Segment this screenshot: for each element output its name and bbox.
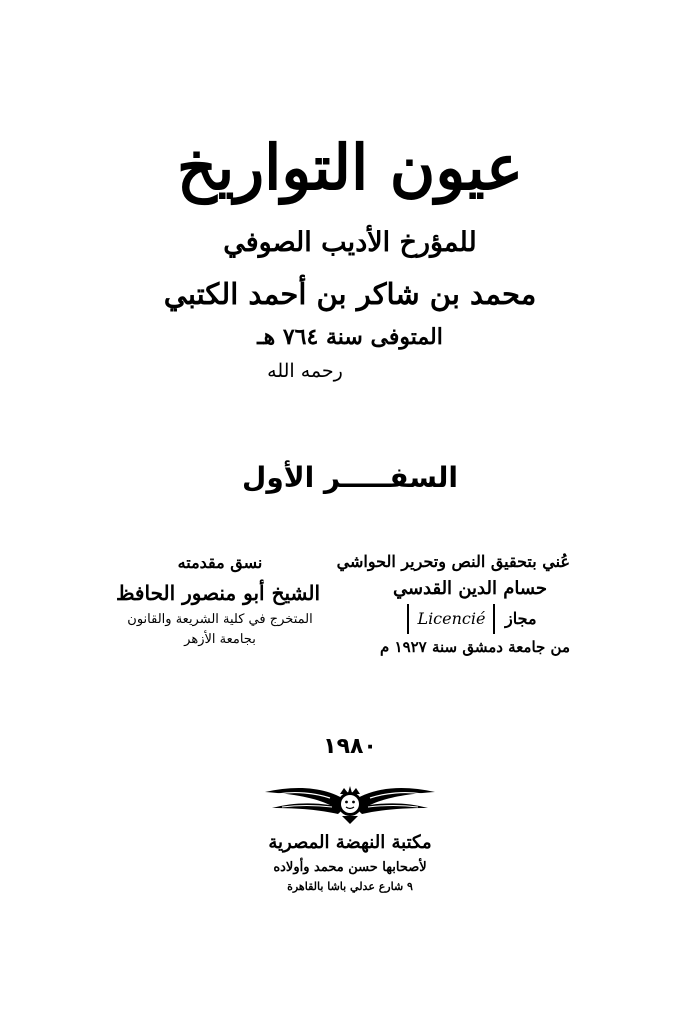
introduction-credit — [115, 550, 320, 650]
publisher-owners: لأصحابها حسن محمد وأولاده — [273, 860, 427, 875]
introduction-author-position: المتخرج في كلية الشريعة والقانون — [127, 612, 313, 627]
editor-name: حسام الدين القدسي — [392, 578, 548, 599]
volume-label: السفـــــر الأول — [242, 461, 458, 494]
introduction-author: الشيخ أبو منصور الحافظ — [115, 581, 320, 605]
prayer-phrase: رحمه الله — [267, 360, 343, 382]
editor-credit — [336, 550, 570, 660]
publication-year: ١٩٨٠ — [323, 734, 377, 759]
publisher-address: ٩ شارع عدلي باشا بالقاهرة — [287, 880, 413, 893]
editor-degree — [370, 604, 570, 634]
editor-university: من جامعة دمشق سنة ١٩٢٧ م — [380, 638, 570, 656]
editor-role: عُني بتحقيق النص وتحرير الحواشي — [336, 552, 570, 571]
author-description: للمؤرخ الأديب الصوفي — [223, 227, 477, 258]
publisher-name: مكتبة النهضة المصرية — [268, 832, 432, 853]
book-title: عيون التواريخ — [176, 131, 524, 204]
author-name: محمد بن شاكر بن أحمد الكتبي — [163, 277, 537, 311]
licence-label: Licencié — [407, 604, 495, 634]
introduction-label: نسق مقدمته — [177, 553, 263, 572]
death-date: المتوفى سنة ٧٦٤ هـ — [257, 324, 443, 350]
degree-prefix: مجاز — [505, 609, 537, 628]
introduction-author-institution: بجامعة الأزهر — [184, 632, 256, 647]
winged-emblem-icon — [260, 778, 440, 828]
